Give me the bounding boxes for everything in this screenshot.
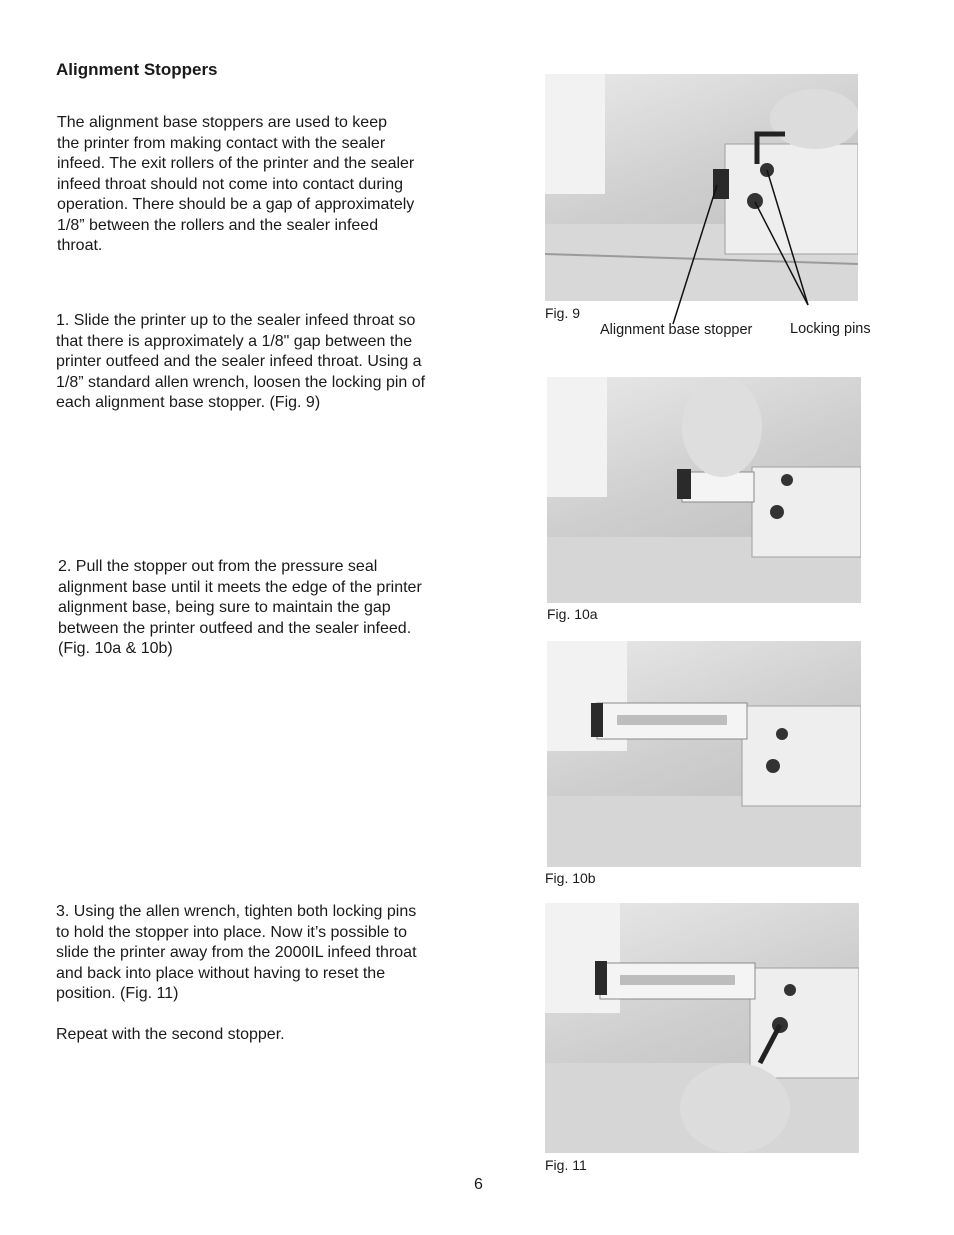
section-heading: Alignment Stoppers [56,60,218,79]
fig-11-caption: Fig. 11 [545,1157,587,1173]
fig-9-callout-lines [540,70,870,340]
fig-9-caption: Fig. 9 [545,305,581,321]
fig-10a-photo [547,377,861,603]
fig-11-photo [545,903,859,1153]
fig-10b-caption: Fig. 10b [545,870,596,886]
step-2-paragraph: 2. Pull the stopper out from the pressure seal alignment base until it meets the edge of the printer alignment base, being sure to maintain the gap between the printer outfeed and the sealer infeed. (Fig. 10a & 10b) [58,558,422,657]
intro-paragraph: The alignment base stoppers are used to keep the printer from making contact with the sealer infeed. The exit rollers of the printer and the sealer infeed throat should not come into contact during operation. There should be a gap of approximately 1/8” between the rollers and the sealer infeed throat. [57,114,415,254]
fig-10a-illustration [547,377,861,603]
step-1-paragraph: 1. Slide the printer up to the sealer infeed throat so that there is approximately a 1/8" gap between the printer outfeed and the sealer infeed throat. Using a 1/8” standard allen wrench, loosen the locking pin of each alignment base stopper. (Fig. 9) [56,312,426,411]
fig-10b-illustration [547,641,861,867]
step-3-paragraph: 3. Using the allen wrench, tighten both locking pins to hold the stopper into place. Now it’s possible to slide the printer away from the 2000IL infeed throat and back into place without having to reset the position. (Fig. 11) Repeat with the second stopper. [56,903,417,1043]
fig-10a-caption: Fig. 10a [547,606,598,622]
fig-9-label-stopper: Alignment base stopper [600,322,753,338]
page-number: 6 [474,1176,483,1193]
fig-9-label-locking-pins: Locking pins [790,321,871,337]
fig-11-illustration [545,903,859,1153]
fig-10b-photo [547,641,861,867]
